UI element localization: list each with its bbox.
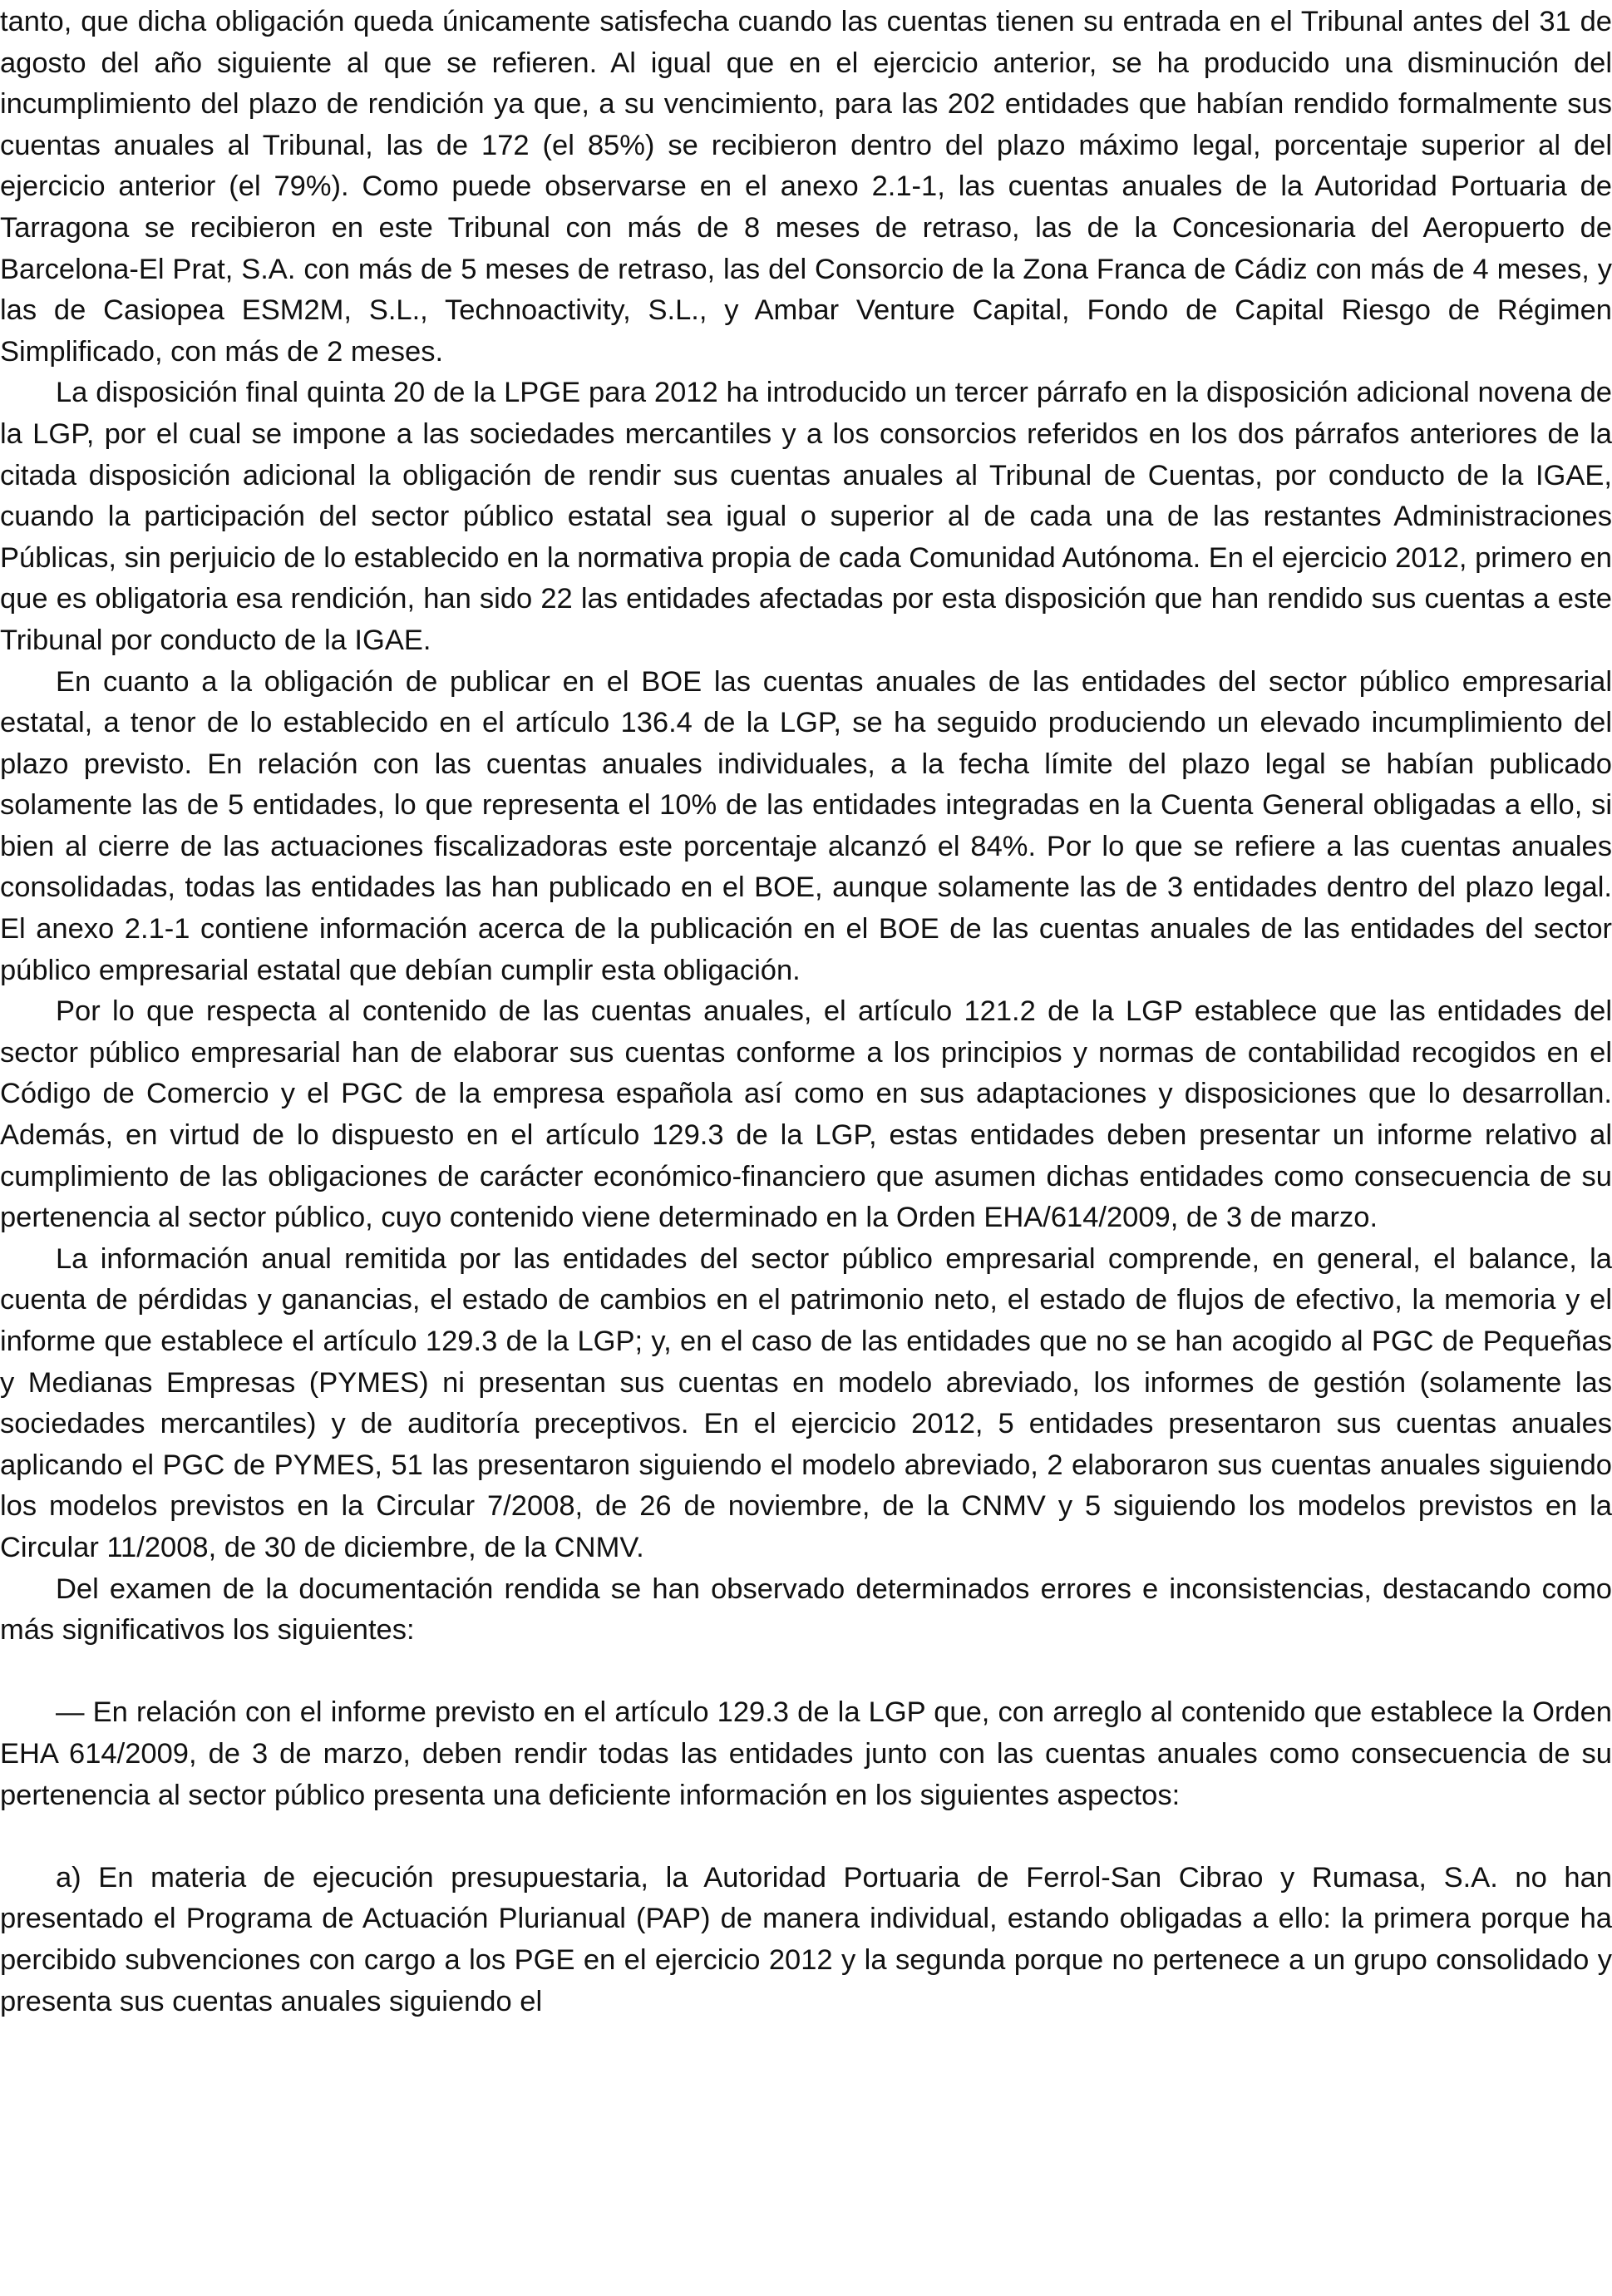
paragraph-informe-129-3: — En relación con el informe previsto en el artículo 129.3 de la LGP que, con arreglo al contenido que establece la Orden EHA 614/2009, de 3 de marzo, deben rendir todas las entidades junto con las cuentas anuales como consecuencia de su pertenencia al sector público presenta una deficiente información en los siguientes aspectos: (0, 1696, 1612, 1811)
paragraph-contenido-cuentas: Por lo que respecta al contenido de las cuentas anuales, el artículo 121.2 de la LGP establece que las entidades del sector público empresarial han de elaborar sus cuentas conforme a los principios y normas de contabilidad recogidos en el Código de Comercio y el PGC de la empresa española así como en sus adaptaciones y disposiciones que lo desarrollan. Además, en virtud de lo dispuesto en el artículo 129.3 de la LGP, estas entidades deben presentar un informe relativo al cumplimiento de las obligaciones de carácter económico-financiero que asumen dichas entidades como consecuencia de su pertenencia al sector público, cuyo contenido viene determinado en la Orden EHA/614/2009, de 3 de marzo. (0, 995, 1612, 1234)
paragraph-publicacion-boe: En cuanto a la obligación de publicar en el BOE las cuentas anuales de las entidades del sector público empresarial estatal, a tenor de lo establecido en el artículo 136.4 de la LGP, se ha seguido produciendo un elevado incumplimiento del plazo previsto. En relación con las cuentas anuales individuales, a la fecha límite del plazo legal se habían publicado solamente las de 5 entidades, lo que representa el 10% de las entidades integradas en la Cuenta General obligadas a ello, si bien al cierre de las actuaciones fiscalizadoras este porcentaje alcanzó el 84%. Por lo que se refiere a las cuentas anuales consolidadas, todas las entidades las han publicado en el BOE, aunque solamente las de 3 entidades dentro del plazo legal. El anexo 2.1-1 contiene información acerca de la publicación en el BOE de las cuentas anuales de las entidades del sector público empresarial estatal que debían cumplir esta obligación. (0, 665, 1612, 986)
paragraph-item-a: a) En materia de ejecución presupuestaria, la Autoridad Portuaria de Ferrol-San Cibrao y Rumasa, S.A. no han presentado el Programa de Actuación Plurianual (PAP) de manera individual, estando obligadas a ello: la primera porque ha percibido subvenciones con cargo a los PGE en el ejercicio 2012 y la segunda porque no pertenece a un grupo consolidado y presenta sus cuentas anuales siguiendo el (0, 1861, 1612, 2017)
paragraph-continuation: tanto, que dicha obligación queda únicamente satisfecha cuando las cuentas tienen su entrada en el Tribunal antes del 31 de agosto del año siguiente al que se refieren. Al igual que en el ejercicio anterior, se ha producido una disminución del incumplimiento del plazo de rendición ya que, a su vencimiento, para las 202 entidades que habían rendido formalmente sus cuentas anuales al Tribunal, las de 172 (el 85%) se recibieron dentro del plazo máximo legal, porcentaje superior al del ejercicio anterior (el 79%). Como puede observarse en el anexo 2.1-1, las cuentas anuales de la Autoridad Portuaria de Tarragona se recibieron en este Tribunal con más de 8 meses de retraso, las de la Concesionaria del Aeropuerto de Barcelona-El Prat, S.A. con más de 5 meses de retraso, las del Consorcio de la Zona Franca de Cádiz con más de 4 meses, y las de Casiopea ESM2M, S.L., Technoactivity, S.L., y Ambar Venture Capital, Fondo de Capital Riesgo de Régimen Simplificado, con más de 2 meses. (0, 6, 1612, 368)
paragraph-lpge-disposicion: La disposición final quinta 20 de la LPGE para 2012 ha introducido un tercer párrafo en la disposición adicional novena de la LGP, por el cual se impone a las sociedades mercantiles y a los consorcios referidos en los dos párrafos anteriores de la citada disposición adicional la obligación de rendir sus cuentas anuales al Tribunal de Cuentas, por conducto de la IGAE, cuando la participación del sector público estatal sea igual o superior al de cada una de las restantes Administraciones Públicas, sin perjuicio de lo establecido en la normativa propia de cada Comunidad Autónoma. En el ejercicio 2012, primero en que es obligatoria esa rendición, han sido 22 las entidades afectadas por esta disposición que han rendido sus cuentas a este Tribunal por conducto de la IGAE. (0, 377, 1612, 656)
paragraph-informacion-anual: La información anual remitida por las entidades del sector público empresarial comprende, en general, el balance, la cuenta de pérdidas y ganancias, el estado de cambios en el patrimonio neto, el estado de flujos de efectivo, la memoria y el informe que establece el artículo 129.3 de la LGP; y, en el caso de las entidades que no se han acogido al PGC de Pequeñas y Medianas Empresas (PYMES) ni presentan sus cuentas en modelo abreviado, los informes de gestión (solamente las sociedades mercantiles) y de auditoría preceptivos. En el ejercicio 2012, 5 entidades presentaron sus cuentas anuales aplicando el PGC de PYMES, 51 las presentaron siguiendo el modelo abreviado, 2 elaboraron sus cuentas anuales siguiendo los modelos previstos en la Circular 7/2008, de 26 de noviembre, de la CNMV y 5 siguiendo los modelos previstos en la Circular 11/2008, de 30 de diciembre, de la CNMV. (0, 1242, 1612, 1563)
paragraph-examen-documentacion: Del examen de la documentación rendida se han observado determinados errores e inconsistencias, destacando como más significativos los siguientes: (0, 1573, 1612, 1647)
